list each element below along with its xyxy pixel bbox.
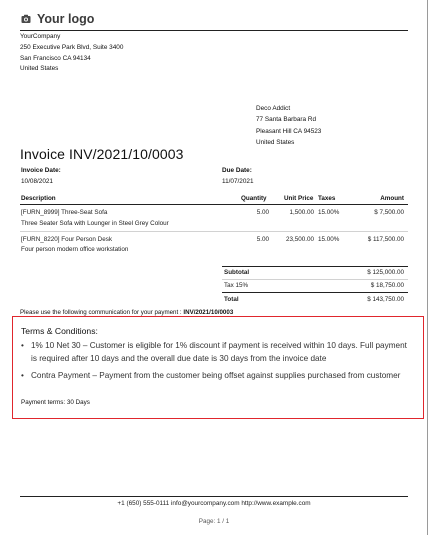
tax-value: $ 18,750.00 — [370, 282, 404, 289]
row-taxes: 15.00% — [318, 209, 340, 216]
company-country: United States — [20, 65, 59, 73]
customer-city: Pleasant Hill CA 94523 — [256, 127, 322, 135]
row-quantity: 5.00 — [256, 236, 269, 243]
due-date-label: Due Date: — [222, 167, 252, 174]
company-street: 250 Executive Park Blvd, Suite 3400 — [20, 43, 124, 51]
row-amount: $ 117,500.00 — [367, 236, 404, 243]
terms-item-text: Contra Payment – Payment from the customer being offset against supplies purchased from customer — [31, 370, 401, 380]
due-date-value: 11/07/2021 — [222, 178, 254, 185]
bullet-icon: • — [21, 370, 24, 380]
logo-text: Your logo — [37, 12, 95, 26]
total-label: Total — [224, 296, 239, 303]
terms-title: Terms & Conditions: — [21, 326, 98, 336]
row-detail: Four person modern office workstation — [21, 246, 129, 253]
payment-communication — [20, 309, 233, 316]
column-header-unit-price: Unit Price — [284, 195, 314, 202]
header-divider — [20, 30, 408, 31]
row-description: [FURN_8220] Four Person Desk — [21, 236, 112, 243]
column-header-amount: Amount — [380, 195, 404, 202]
list-item — [21, 339, 413, 366]
customer-country: United States — [256, 139, 295, 147]
row-divider — [20, 231, 408, 232]
subtotal-value: $ 125,000.00 — [367, 269, 404, 276]
payment-terms: Payment terms: 30 Days — [21, 399, 90, 406]
row-detail: Three Seater Sofa with Lounger in Steel Grey Colour — [21, 220, 169, 227]
row-amount: $ 7,500.00 — [374, 209, 404, 216]
footer-divider — [20, 496, 408, 497]
column-header-description: Description — [21, 195, 56, 202]
row-unit-price: 23,500.00 — [285, 236, 314, 243]
company-address — [20, 32, 123, 75]
column-header-quantity: Quantity — [241, 195, 267, 202]
terms-item-text: 1% 10 Net 30 – Customer is eligible for 1% discount if payment is received within 10 days. Full payment is required after 10 days and the overall due date is 30 days from the invoice date — [31, 341, 407, 364]
company-logo — [21, 11, 94, 27]
footer-contact: +1 (650) 555-0111 info@yourcompany.com http://www.example.com — [117, 500, 311, 507]
row-unit-price: 1,500.00 — [289, 209, 314, 216]
invoice-date-label: Invoice Date: — [21, 167, 61, 174]
row-quantity: 5.00 — [256, 209, 269, 216]
invoice-title: Invoice INV/2021/10/0003 — [20, 146, 184, 162]
bullet-icon: • — [21, 341, 24, 350]
company-name: YourCompany — [20, 33, 61, 40]
customer-address — [256, 103, 321, 149]
page-number: Page: 1 / 1 — [198, 518, 230, 525]
company-city: San Francisco CA 94134 — [20, 54, 91, 62]
column-header-taxes: Taxes — [318, 195, 336, 202]
invoice-date-value: 10/08/2021 — [21, 178, 53, 185]
camera-icon — [21, 14, 31, 24]
row-description: [FURN_8999] Three-Seat Sofa — [21, 209, 108, 216]
total-divider — [222, 292, 408, 293]
tax-label: Tax 15% — [224, 282, 249, 289]
customer-street: 77 Santa Barbara Rd — [256, 116, 317, 124]
total-value: $ 143,750.00 — [367, 296, 404, 303]
communication-text: Please use the following communication for your payment : — [20, 309, 184, 316]
terms-list — [21, 339, 413, 385]
list-item — [21, 369, 413, 382]
communication-reference: INV/2021/10/0003 — [183, 309, 234, 316]
subtotal-label: Subtotal — [224, 269, 250, 276]
table-header-divider — [20, 204, 408, 205]
row-taxes: 15.00% — [318, 236, 340, 243]
totals-divider — [222, 266, 408, 267]
tax-divider — [222, 279, 408, 280]
customer-name: Deco Addict — [256, 105, 291, 112]
